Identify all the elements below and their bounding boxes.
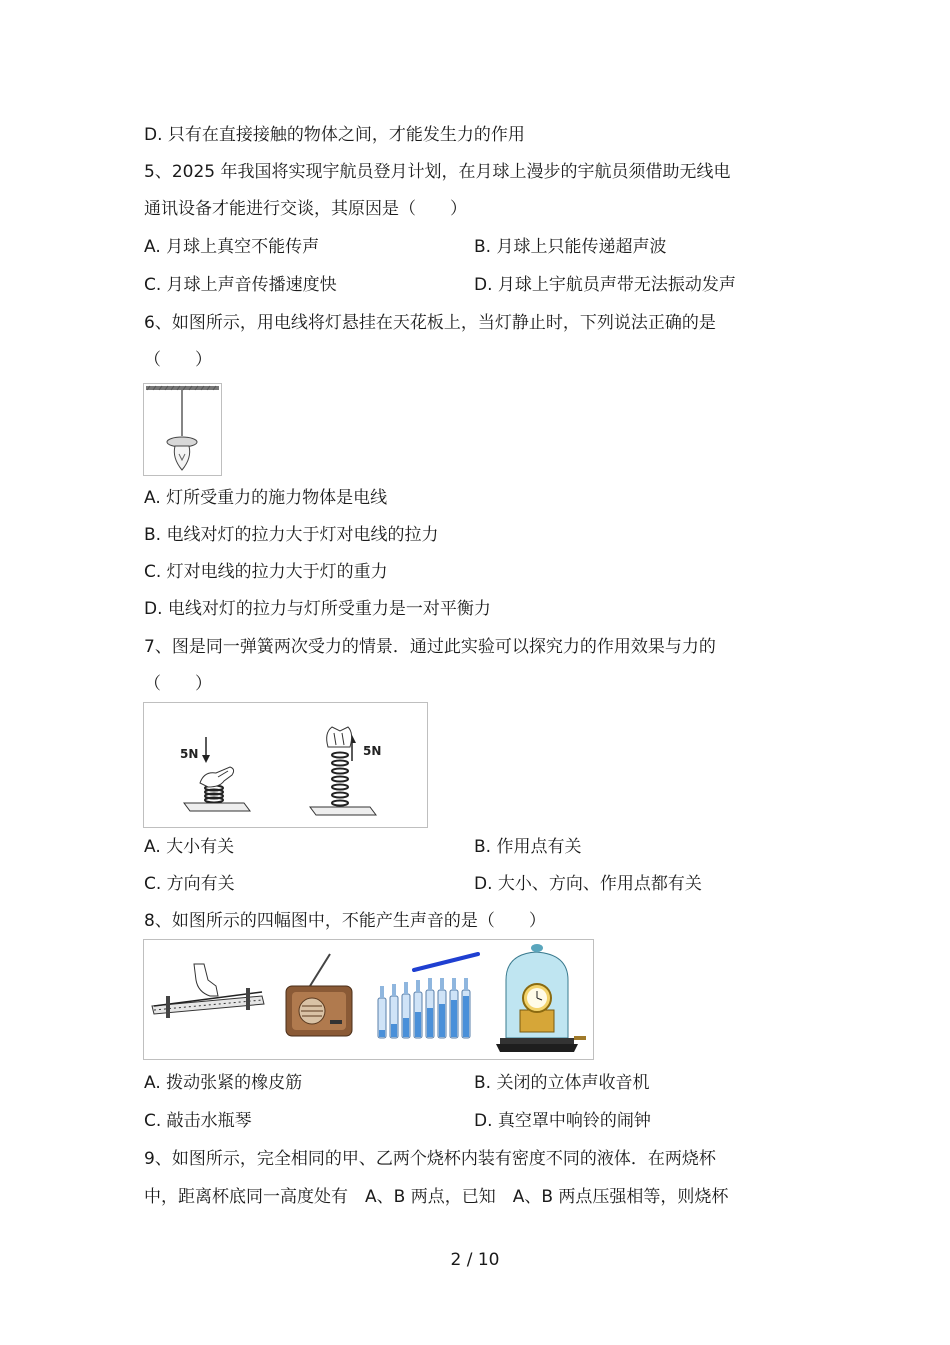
q7-option-d: D. 大小、方向、作用点都有关 bbox=[474, 874, 702, 894]
q5-option-d: D. 月球上宇航员声带无法振动发声 bbox=[474, 275, 736, 295]
q8-stem: 8、如图所示的四幅图中，不能产生声音的是（ ） bbox=[144, 911, 546, 931]
q6-stem-line2: （ ） bbox=[144, 350, 212, 370]
q8-option-c: C. 敲击水瓶琴 bbox=[144, 1111, 252, 1131]
q7-option-b: B. 作用点有关 bbox=[474, 837, 582, 857]
hanging-lamp-icon bbox=[143, 383, 222, 476]
q6-option-c: C. 灯对电线的拉力大于灯的重力 bbox=[144, 562, 388, 582]
q6-option-d: D. 电线对灯的拉力与灯所受重力是一对平衡力 bbox=[144, 599, 491, 619]
q4-option-d: D. 只有在直接接触的物体之间，才能发生力的作用 bbox=[144, 125, 525, 145]
spring-figure bbox=[143, 702, 428, 828]
sound-figure bbox=[143, 939, 594, 1060]
radio-icon bbox=[286, 954, 352, 1036]
force-label-right: 5N bbox=[363, 744, 382, 758]
q8-option-a: A. 拨动张紧的橡皮筋 bbox=[144, 1073, 303, 1093]
bell-jar-clock-icon bbox=[496, 944, 586, 1052]
q8-option-b: B. 关闭的立体声收音机 bbox=[474, 1073, 650, 1093]
q6-option-a: A. 灯所受重力的施力物体是电线 bbox=[144, 488, 388, 508]
q7-option-a: A. 大小有关 bbox=[144, 837, 235, 857]
q9-stem-line2: 中，距离杯底同一高度处有 A、B 两点，已知 A、B 两点压强相等，则烧杯 bbox=[144, 1187, 729, 1207]
q9-stem-line1: 9、如图所示，完全相同的甲、乙两个烧杯内装有密度不同的液体．在两烧杯 bbox=[144, 1149, 716, 1169]
q7-stem-line2: （ ） bbox=[144, 674, 212, 694]
water-bottles-icon bbox=[378, 954, 478, 1038]
q7-stem-line1: 7、图是同一弹簧两次受力的情景．通过此实验可以探究力的作用效果与力的 bbox=[144, 637, 716, 657]
force-label-left: 5N bbox=[180, 747, 199, 761]
page-number: 2 / 10 bbox=[450, 1250, 500, 1270]
q8-option-d: D. 真空罩中响铃的闹钟 bbox=[474, 1111, 651, 1131]
q6-stem-line1: 6、如图所示，用电线将灯悬挂在天花板上，当灯静止时，下列说法正确的是 bbox=[144, 313, 716, 333]
q5-option-b: B. 月球上只能传递超声波 bbox=[474, 237, 667, 257]
q5-stem-line1: 5、2025 年我国将实现宇航员登月计划，在月球上漫步的宇航员须借助无线电 bbox=[144, 162, 731, 182]
q5-option-c: C. 月球上声音传播速度快 bbox=[144, 275, 337, 295]
q5-option-a: A. 月球上真空不能传声 bbox=[144, 237, 320, 257]
q6-option-b: B. 电线对灯的拉力大于灯对电线的拉力 bbox=[144, 525, 439, 545]
spring-stretch-icon bbox=[310, 727, 381, 815]
q5-stem-line2: 通讯设备才能进行交谈，其原因是（ ） bbox=[144, 199, 467, 219]
rubber-band-icon bbox=[152, 964, 264, 1018]
q7-option-c: C. 方向有关 bbox=[144, 874, 235, 894]
spring-compress-icon bbox=[180, 737, 250, 811]
